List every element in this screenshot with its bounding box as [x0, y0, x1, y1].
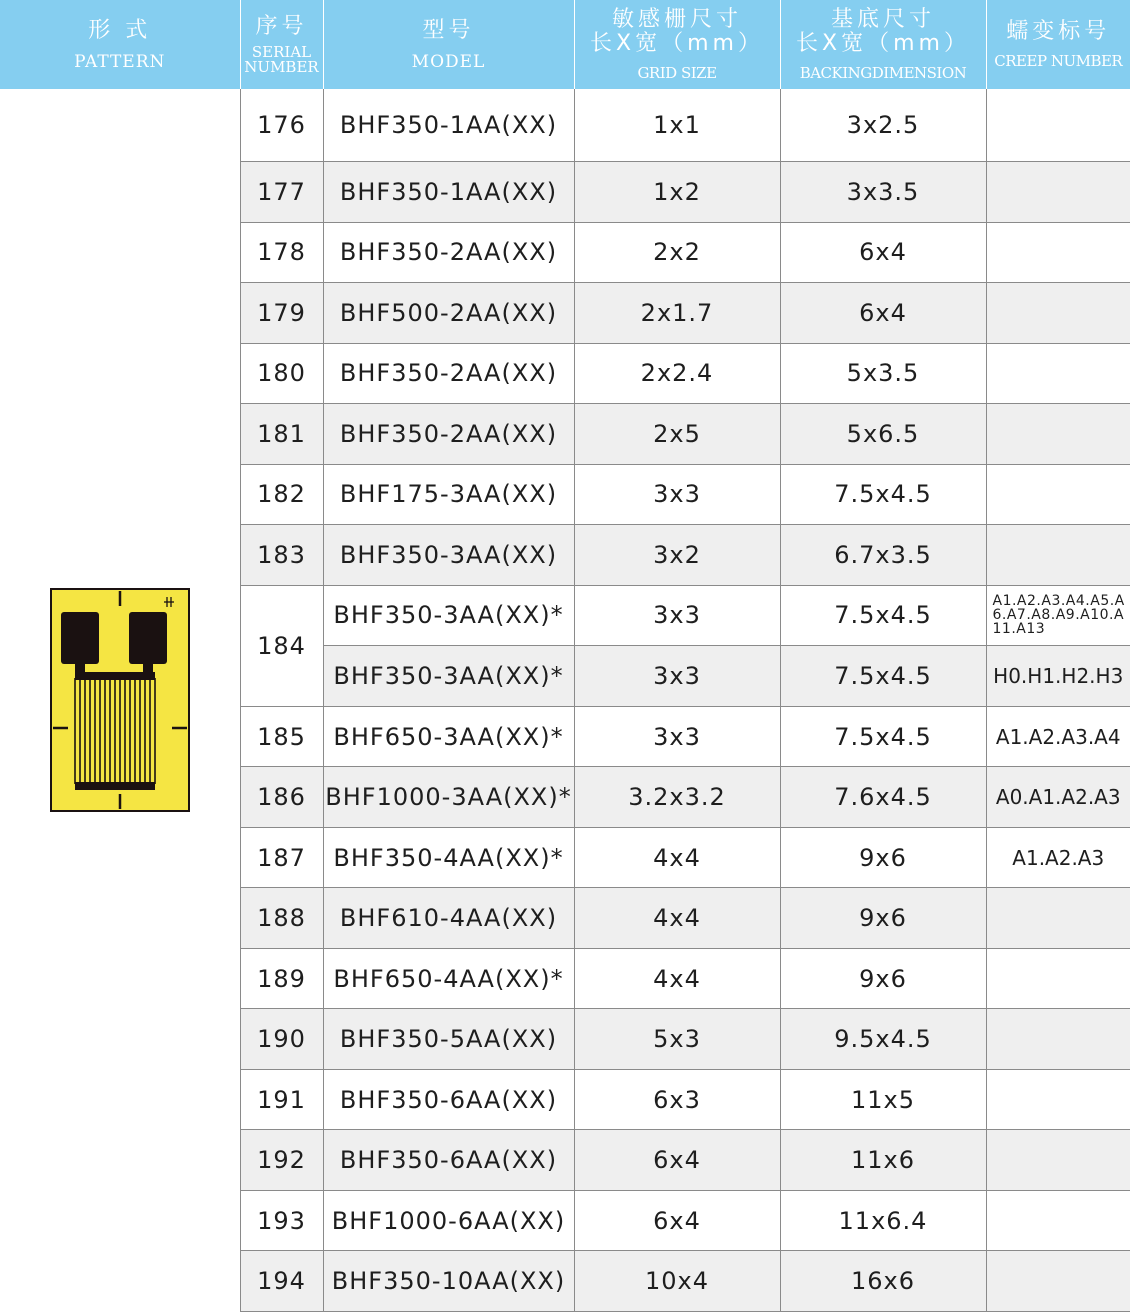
model-cell: BHF350-6AA(XX) — [323, 1069, 574, 1130]
grid-size-cell: 2x1.7 — [574, 283, 780, 344]
serial-cell: 176 — [240, 89, 323, 162]
table-body — [0, 89, 1130, 1312]
creep-cell — [986, 1009, 1130, 1070]
backing-cell: 7.5x4.5 — [780, 464, 986, 525]
grid-size-cell: 4x4 — [574, 888, 780, 949]
model-cell: BHF350-3AA(XX) — [323, 525, 574, 586]
grid-size-cell: 4x4 — [574, 827, 780, 888]
backing-cell: 6.7x3.5 — [780, 525, 986, 586]
model-cell: BHF175-3AA(XX) — [323, 464, 574, 525]
grid-size-cell: 1x1 — [574, 89, 780, 162]
model-cell: BHF500-2AA(XX) — [323, 283, 574, 344]
creep-cell: A1.A2.A3.A4.A5.A6.A7.A8.A9.A10.A11.A13 — [986, 585, 1130, 646]
model-cell: BHF350-5AA(XX) — [323, 1009, 574, 1070]
grid-size-cell: 6x4 — [574, 1190, 780, 1251]
serial-cell: 192 — [240, 1130, 323, 1191]
header-model — [323, 0, 574, 89]
grid-size-cell: 1x2 — [574, 162, 780, 223]
creep-cell: H0.H1.H2.H3 — [986, 646, 1130, 707]
backing-cell: 9x6 — [780, 948, 986, 1009]
header-grid-en: GRID SIZE — [637, 63, 717, 82]
header-creep-number — [986, 0, 1130, 89]
grid-size-cell: 6x3 — [574, 1069, 780, 1130]
header-model-zh: 型号 — [422, 17, 475, 43]
grid-size-cell: 2x2 — [574, 222, 780, 283]
backing-cell: 5x3.5 — [780, 343, 986, 404]
serial-cell: 194 — [240, 1251, 323, 1312]
backing-cell: 16x6 — [780, 1251, 986, 1312]
serial-cell: 182 — [240, 464, 323, 525]
creep-cell: A0.A1.A2.A3 — [986, 767, 1130, 828]
serial-cell: 181 — [240, 404, 323, 465]
model-cell: BHF350-2AA(XX) — [323, 343, 574, 404]
header-pattern-en: PATTERN — [74, 51, 166, 72]
serial-cell: 188 — [240, 888, 323, 949]
serial-cell: 186 — [240, 767, 323, 828]
header-grid-zh1: 敏感栅尺寸 — [611, 6, 742, 32]
header-backing-zh1: 基底尺寸 — [830, 6, 935, 32]
grid-size-cell: 3x3 — [574, 585, 780, 646]
model-cell: BHF350-2AA(XX) — [323, 404, 574, 465]
header-serial-en1: SERIAL — [251, 42, 312, 61]
serial-cell: 193 — [240, 1190, 323, 1251]
grid-size-cell: 5x3 — [574, 1009, 780, 1070]
model-cell: BHF610-4AA(XX) — [323, 888, 574, 949]
header-serial — [240, 0, 323, 89]
backing-cell: 11x6.4 — [780, 1190, 986, 1251]
grid-size-cell: 3.2x3.2 — [574, 767, 780, 828]
creep-cell — [986, 1251, 1130, 1312]
header-pattern-zh: 形 式 — [88, 17, 152, 43]
creep-cell — [986, 948, 1130, 1009]
model-cell: BHF650-4AA(XX)* — [323, 948, 574, 1009]
backing-cell: 6x4 — [780, 283, 986, 344]
model-cell: BHF350-10AA(XX) — [323, 1251, 574, 1312]
creep-cell — [986, 222, 1130, 283]
header-creep-en: CREEP NUMBER — [994, 51, 1123, 70]
header-creep-zh: 蠕变标号 — [1006, 18, 1111, 44]
model-cell: BHF350-4AA(XX)* — [323, 827, 574, 888]
serial-cell: 190 — [240, 1009, 323, 1070]
serial-cell: 177 — [240, 162, 323, 223]
header-grid-size — [574, 0, 780, 89]
grid-size-cell: 10x4 — [574, 1251, 780, 1312]
grid-size-cell: 3x3 — [574, 646, 780, 707]
model-cell: BHF350-1AA(XX) — [323, 162, 574, 223]
backing-cell: 6x4 — [780, 222, 986, 283]
creep-cell — [986, 343, 1130, 404]
grid-size-cell: 3x3 — [574, 706, 780, 767]
table-header — [0, 0, 1130, 89]
grid-size-cell: 2x2.4 — [574, 343, 780, 404]
header-model-en: MODEL — [411, 51, 486, 72]
serial-cell: 183 — [240, 525, 323, 586]
backing-cell: 11x6 — [780, 1130, 986, 1191]
backing-cell: 9.5x4.5 — [780, 1009, 986, 1070]
model-cell: BHF650-3AA(XX)* — [323, 706, 574, 767]
backing-cell: 7.6x4.5 — [780, 767, 986, 828]
backing-cell: 7.5x4.5 — [780, 706, 986, 767]
header-serial-zh: 序号 — [255, 13, 308, 39]
grid-size-cell: 2x5 — [574, 404, 780, 465]
table-row — [0, 89, 1130, 162]
grid-size-cell: 4x4 — [574, 948, 780, 1009]
serial-cell: 191 — [240, 1069, 323, 1130]
backing-cell: 11x5 — [780, 1069, 986, 1130]
serial-cell: 179 — [240, 283, 323, 344]
model-cell: BHF350-6AA(XX) — [323, 1130, 574, 1191]
model-cell: BHF350-3AA(XX)* — [323, 585, 574, 646]
backing-cell: 9x6 — [780, 827, 986, 888]
serial-cell: 178 — [240, 222, 323, 283]
header-serial-en2: NUMBER — [244, 57, 319, 76]
creep-cell — [986, 162, 1130, 223]
serial-cell: 187 — [240, 827, 323, 888]
model-cell: BHF350-3AA(XX)* — [323, 646, 574, 707]
strain-gauge-icon — [50, 588, 190, 812]
creep-cell — [986, 283, 1130, 344]
grid-size-cell: 6x4 — [574, 1130, 780, 1191]
creep-cell: A1.A2.A3 — [986, 827, 1130, 888]
creep-cell — [986, 1069, 1130, 1130]
grid-size-cell: 3x2 — [574, 525, 780, 586]
backing-cell: 7.5x4.5 — [780, 646, 986, 707]
model-cell: BHF1000-3AA(XX)* — [323, 767, 574, 828]
backing-cell: 5x6.5 — [780, 404, 986, 465]
serial-cell: 189 — [240, 948, 323, 1009]
header-pattern — [0, 0, 240, 89]
model-cell: BHF350-1AA(XX) — [323, 89, 574, 162]
creep-cell — [986, 89, 1130, 162]
creep-cell — [986, 1130, 1130, 1191]
header-grid-zh2: 长X宽（mm） — [590, 30, 764, 56]
header-backing-zh2: 长X宽（mm） — [796, 30, 970, 56]
backing-cell: 9x6 — [780, 888, 986, 949]
serial-cell: 184 — [240, 585, 323, 706]
header-backing-dimension — [780, 0, 986, 89]
serial-cell: 180 — [240, 343, 323, 404]
backing-cell: 3x3.5 — [780, 162, 986, 223]
creep-cell — [986, 1190, 1130, 1251]
serial-cell: 185 — [240, 706, 323, 767]
grid-size-cell: 3x3 — [574, 464, 780, 525]
creep-cell — [986, 464, 1130, 525]
creep-cell — [986, 888, 1130, 949]
backing-cell: 7.5x4.5 — [780, 585, 986, 646]
header-backing-en: BACKINGDIMENSION — [799, 63, 967, 82]
model-cell: BHF350-2AA(XX) — [323, 222, 574, 283]
creep-cell — [986, 525, 1130, 586]
pattern-cell — [0, 89, 240, 1312]
backing-cell: 3x2.5 — [780, 89, 986, 162]
model-cell: BHF1000-6AA(XX) — [323, 1190, 574, 1251]
creep-cell: A1.A2.A3.A4 — [986, 706, 1130, 767]
creep-cell — [986, 404, 1130, 465]
